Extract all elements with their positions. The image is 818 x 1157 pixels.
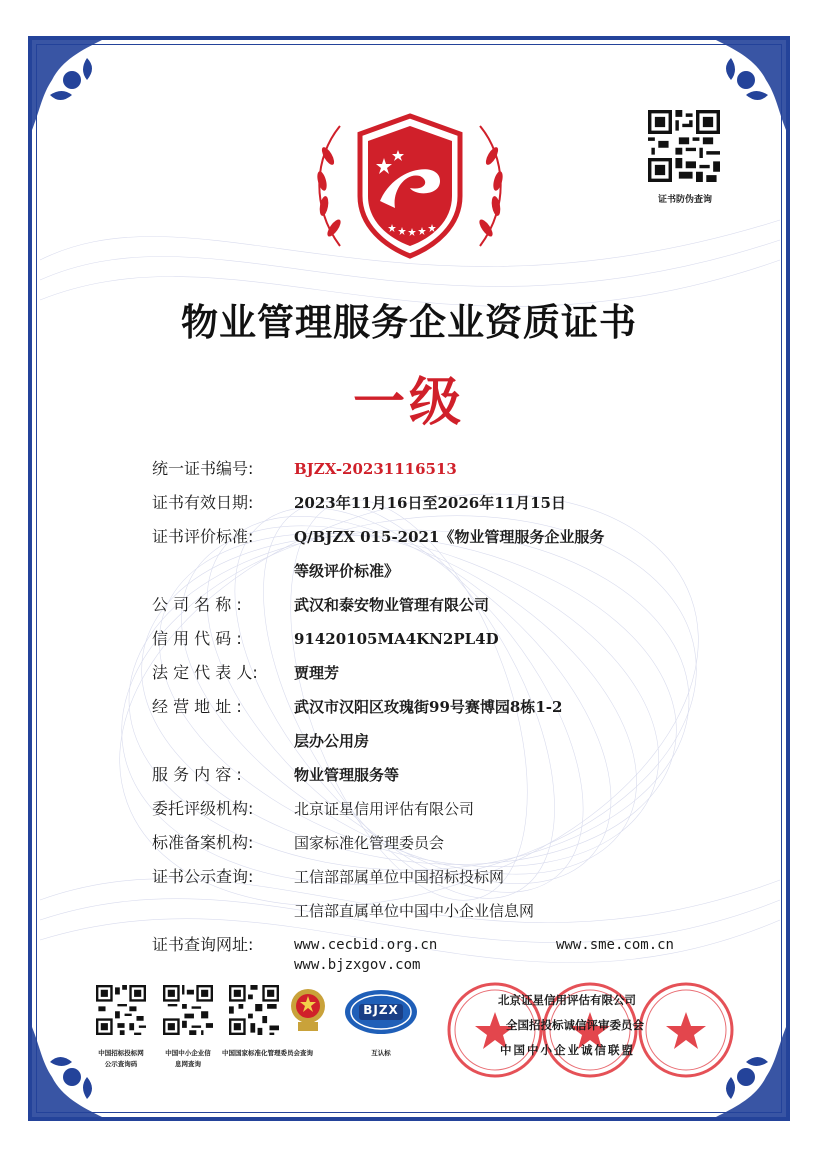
publicity-value-line2: 工信部直属单位中国中小企业信息网	[294, 902, 535, 920]
standard-value-line2: 等级评价标准》	[294, 562, 400, 580]
cert-no-value: BJZX-20231116513	[294, 460, 457, 478]
field-label: 信 用 代 码 :	[152, 629, 242, 648]
field-scope	[152, 758, 712, 792]
legal-rep-value: 贾理芳	[294, 664, 340, 682]
field-label: 证书公示查询:	[152, 867, 254, 886]
scope-value: 物业管理服务等	[294, 766, 400, 784]
field-label: 证书有效日期:	[152, 493, 254, 512]
field-legal-rep	[152, 656, 712, 690]
field-address	[152, 690, 712, 758]
corner-ornament-bottom-left	[32, 1027, 122, 1117]
red-seal-3	[636, 980, 736, 1080]
address-value-line2: 层办公用房	[294, 732, 370, 750]
certificate-grade: 一级	[352, 372, 465, 433]
field-label: 服 务 内 容 :	[152, 765, 242, 784]
url-row	[294, 935, 674, 955]
url-cecbid-link[interactable]: www.cecbid.org.cn	[294, 937, 438, 953]
shield-laurel-emblem	[300, 96, 520, 276]
standard-value	[294, 520, 712, 588]
issuer-line-2: 全国招投标诚信评审委员会	[506, 1018, 644, 1032]
field-standard	[152, 520, 712, 588]
field-filing	[152, 826, 712, 860]
field-label: 委托评级机构:	[152, 799, 254, 818]
qr1-caption-line2: 公示查询码	[104, 1060, 138, 1068]
query-urls-value	[294, 928, 712, 975]
qr2-caption-line2: 息网查询	[175, 1060, 201, 1068]
bjzx-logo-text: BJZX	[363, 1003, 399, 1017]
qr-caption	[153, 1048, 223, 1070]
qr-code-cecbid[interactable]	[96, 985, 146, 1035]
validity-value: 2023年11月16日至2026年11月15日	[294, 494, 566, 512]
agency-value: 北京证星信用评估有限公司	[294, 800, 475, 818]
field-label: 经 营 地 址 :	[152, 697, 242, 716]
credit-code-value: 91420105MA4KN2PL4D	[294, 630, 499, 648]
logo-caption: 互认标	[371, 1049, 391, 1057]
publicity-value-line1: 工信部部属单位中国招标投标网	[294, 868, 505, 886]
issuer-line-3: 中国中小企业诚信联盟	[500, 1043, 635, 1057]
corner-ornament-top-left	[32, 40, 122, 130]
certificate-title: 物业管理服务企业资质证书	[181, 300, 637, 344]
field-label: 统一证书编号:	[152, 459, 254, 478]
field-validity	[152, 486, 712, 520]
address-value-line1: 武汉市汉阳区玫瑰街99号赛博园8栋1-2	[294, 698, 563, 716]
issuer-line-1: 北京证星信用评估有限公司	[498, 993, 636, 1007]
qr-caption	[86, 1048, 156, 1070]
field-label: 法 定 代 表 人:	[152, 663, 258, 682]
field-agency	[152, 792, 712, 826]
field-cert-no	[152, 452, 712, 486]
publicity-value	[294, 860, 712, 928]
qr2-caption-line1: 中国中小企业信	[165, 1049, 211, 1057]
standard-value-line1: Q/BJZX 015-2021《物业管理服务企业服务	[294, 528, 605, 546]
field-credit-code	[152, 622, 712, 656]
field-label: 证书评价标准:	[152, 527, 254, 546]
field-label: 公 司 名 称 :	[152, 595, 242, 614]
company-value: 武汉和泰安物业管理有限公司	[294, 596, 490, 614]
filing-value: 国家标准化管理委员会	[294, 834, 445, 852]
url-bjzxgov-link[interactable]: www.bjzxgov.com	[294, 957, 421, 973]
url-row	[294, 955, 674, 975]
certificate-info	[152, 452, 712, 975]
field-query-urls	[152, 928, 712, 975]
qr-code-sac[interactable]	[229, 985, 279, 1035]
qr-code-sme[interactable]	[163, 985, 213, 1035]
qr-caption: 证书防伪查询	[657, 195, 712, 205]
field-publicity	[152, 860, 712, 928]
url-sme-link[interactable]: www.sme.com.cn	[555, 937, 674, 953]
qr1-caption-line1: 中国招标投标网	[98, 1049, 144, 1057]
field-company	[152, 588, 712, 622]
field-label: 证书查询网址:	[152, 935, 254, 954]
national-emblem-icon	[288, 986, 328, 1034]
qr3-caption: 中国国家标准化管理委员会查询	[222, 1049, 313, 1057]
address-value	[294, 690, 712, 758]
qr-code-anti-counterfeit[interactable]	[648, 110, 720, 182]
field-label: 标准备案机构:	[152, 833, 254, 852]
